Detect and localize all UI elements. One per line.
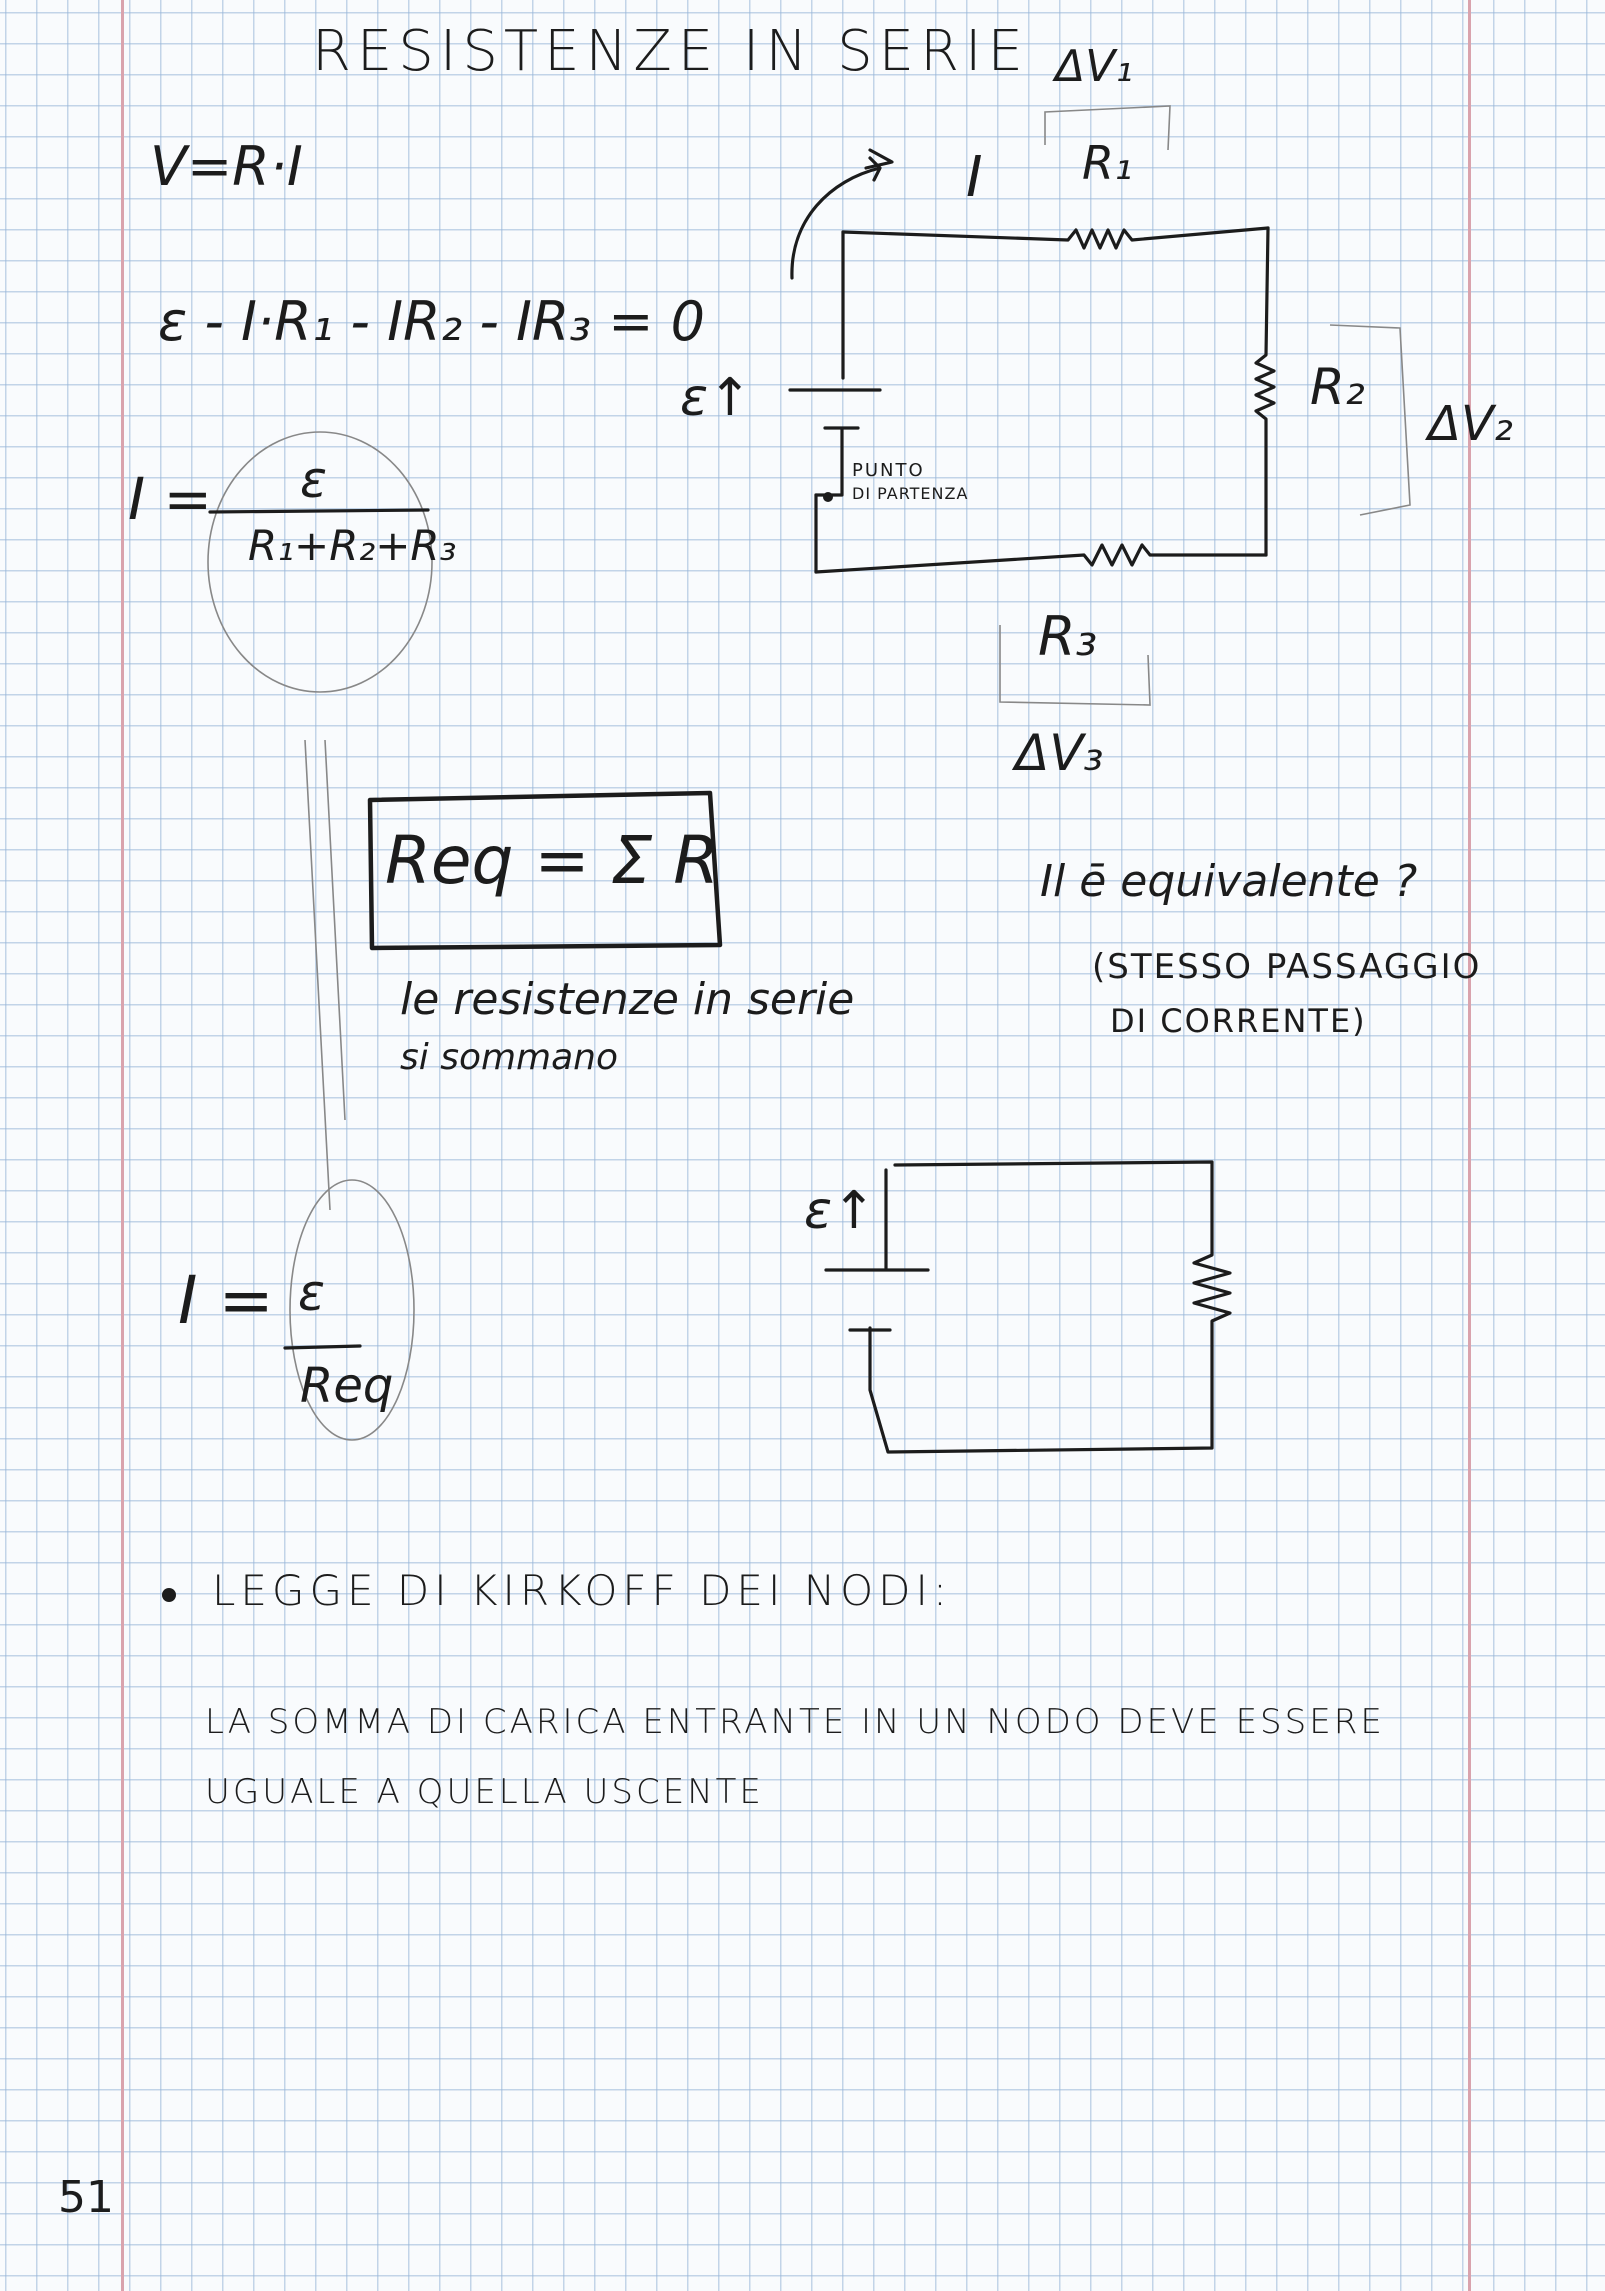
emf-label-series: ε↑ bbox=[680, 368, 752, 428]
r3-label: R₃ bbox=[1038, 605, 1098, 668]
current-label: I bbox=[966, 145, 983, 210]
req-sum-formula: Req = Σ R bbox=[385, 822, 720, 899]
req-note-line2: si sommano bbox=[400, 1037, 619, 1078]
current-formula-denominator: R₁+R₂+R₃ bbox=[248, 521, 457, 570]
dv1-label: ΔV₁ bbox=[1055, 41, 1133, 92]
r2-label: R₂ bbox=[1310, 358, 1365, 416]
bullet-icon bbox=[162, 1588, 176, 1602]
r1-label: R₁ bbox=[1082, 136, 1133, 190]
kirchhoff-loop-formula: ε - I·R₁ - IR₂ - IR₃ = 0 bbox=[158, 290, 706, 353]
dv3-label: ΔV₃ bbox=[1015, 724, 1104, 782]
req-note-line1: le resistenze in serie bbox=[400, 974, 855, 1025]
emf-label-equivalent: ε↑ bbox=[804, 1181, 876, 1241]
current-eq-denominator: Req bbox=[300, 1358, 394, 1414]
kirchhoff-nodes-text-line2: UGUALE A QUELLA USCENTE bbox=[205, 1772, 764, 1812]
page-title: RESISTENZE IN SERIE bbox=[312, 19, 1029, 84]
current-eq-numerator: ε bbox=[298, 1264, 326, 1322]
start-point-label-line2: DI PARTENZA bbox=[852, 484, 969, 503]
equivalent-question: Il ē equivalente ? bbox=[1040, 856, 1418, 907]
start-point-label-line1: PUNTO bbox=[852, 460, 925, 481]
current-formula-numerator: ε bbox=[300, 451, 328, 509]
kirchhoff-nodes-text-line1: LA SOMMA DI CARICA ENTRANTE IN UN NODO DEVE ESSERE bbox=[205, 1702, 1385, 1742]
current-formula-lhs: I = bbox=[128, 465, 213, 533]
equivalent-circuit-diagram bbox=[826, 1162, 1230, 1452]
dv2-label: ΔV₂ bbox=[1428, 396, 1513, 452]
equivalent-note-line3: DI CORRENTE) bbox=[1110, 1002, 1367, 1040]
equivalent-note-line2: (STESSO PASSAGGIO bbox=[1092, 947, 1482, 987]
page-number: 51 bbox=[58, 2172, 114, 2223]
current-eq-lhs: I = bbox=[178, 1262, 274, 1339]
kirchhoff-nodes-heading: LEGGE DI KIRKOFF DEI NODI: bbox=[212, 1566, 953, 1615]
ohm-law-formula: V=R·I bbox=[150, 135, 303, 198]
